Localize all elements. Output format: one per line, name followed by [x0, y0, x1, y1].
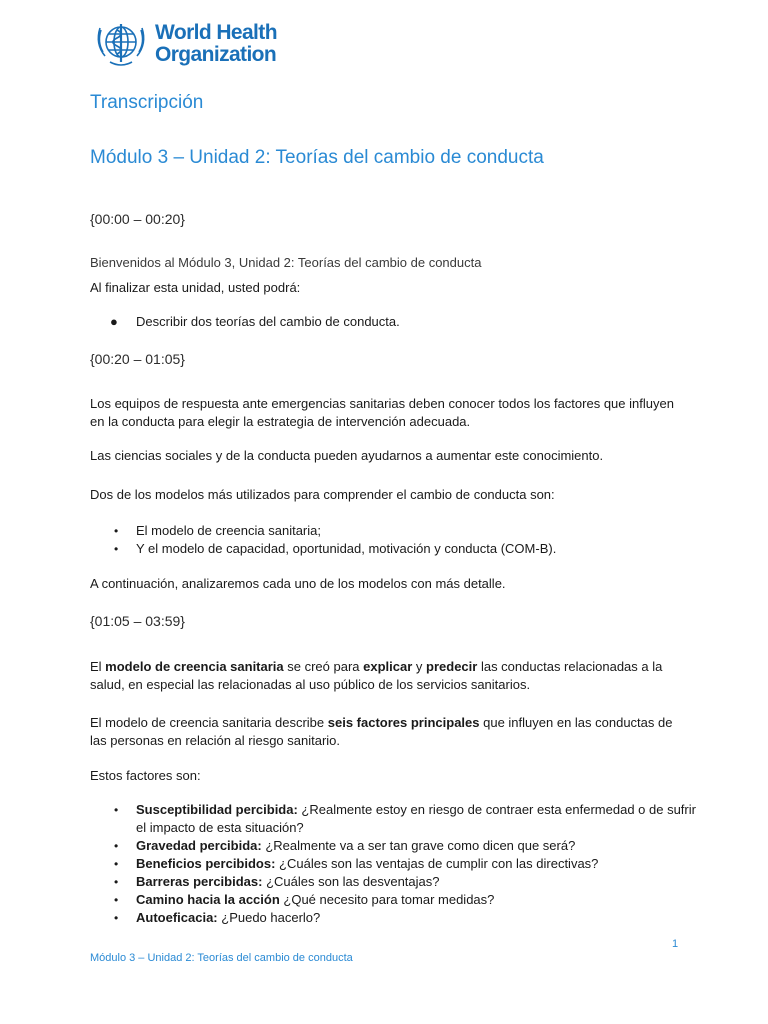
list-item — [90, 313, 696, 331]
list-item — [90, 522, 696, 540]
timestamp-2: {00:20 – 01:05} — [90, 351, 185, 367]
bullet-icon: ● — [110, 314, 118, 329]
objective-text: Describir dos teorías del cambio de conducta. — [136, 314, 400, 329]
paragraph-7: Estos factores son: — [90, 768, 201, 783]
factor-text: ¿Cuáles son las desventajas? — [262, 874, 440, 889]
bullet-icon: • — [114, 803, 119, 817]
bold-term: predecir — [426, 659, 478, 674]
paragraph-1: Los equipos de respuesta ante emergencias sanitarias deben conocer todos los factores que influyen en la conducta para elegir la estrategia de intervención adecuada. — [90, 396, 674, 429]
text-run: se creó para — [283, 659, 364, 674]
welcome-text: Bienvenidos al Módulo 3, Unidad 2: Teorías del cambio de conducta — [90, 255, 482, 270]
factors-list — [90, 801, 696, 927]
paragraph-5 — [90, 658, 690, 694]
factor-text: ¿Realmente va a ser tan grave como dicen que será? — [261, 838, 576, 853]
bold-term: explicar — [363, 659, 413, 674]
list-item — [90, 837, 696, 855]
timestamp-3: {01:05 – 03:59} — [90, 613, 185, 629]
text-run: que influyen en las conductas de las personas en relación al riesgo sanitario. — [90, 715, 673, 748]
footer-title: Módulo 3 – Unidad 2: Teorías del cambio de conducta — [90, 952, 353, 964]
factor-text: ¿Qué necesito para tomar medidas? — [279, 892, 495, 907]
bullet-icon: • — [114, 839, 119, 853]
factor-text: ¿Cuáles son las ventajas de cumplir con las directivas? — [275, 856, 599, 871]
page-number: 1 — [672, 938, 679, 950]
who-wordmark — [155, 22, 277, 66]
list-item — [90, 855, 696, 873]
text-run: El — [90, 659, 106, 674]
factor-term: Camino hacia la acción — [136, 892, 280, 907]
transcription-heading: Transcripción — [90, 92, 204, 113]
objectives-list — [90, 313, 696, 331]
factor-text: ¿Puedo hacerlo? — [217, 910, 321, 925]
who-emblem-icon — [90, 16, 152, 72]
models-list — [90, 522, 696, 558]
factor-term: Susceptibilidad percibida: — [136, 802, 298, 817]
text-run: y — [412, 659, 427, 674]
factor-text: ¿Realmente estoy en riesgo de contraer esta enfermedad o de sufrir el impacto de esta situación? — [136, 802, 696, 835]
paragraph-4: A continuación, analizaremos cada uno de los modelos con más detalle. — [90, 576, 506, 591]
text-run: El modelo de creencia sanitaria describe — [90, 715, 328, 730]
factor-term: Autoeficacia: — [136, 910, 218, 925]
list-item — [90, 891, 696, 909]
module-title: Módulo 3 – Unidad 2: Teorías del cambio de conducta — [90, 147, 544, 168]
paragraph-6 — [90, 714, 690, 750]
text-run: las conductas relacionadas a la salud, en especial las relacionadas al uso público de los servicios sanitarios. — [90, 659, 663, 692]
paragraph-2: Las ciencias sociales y de la conducta pueden ayudarnos a aumentar este conocimiento. — [90, 448, 604, 463]
end-unit-text: Al finalizar esta unidad, usted podrá: — [90, 280, 301, 295]
paragraph-3: Dos de los modelos más utilizados para comprender el cambio de conducta son: — [90, 487, 555, 502]
bullet-icon: • — [114, 857, 119, 871]
bold-term: seis factores principales — [327, 715, 480, 730]
who-logo — [90, 16, 277, 72]
model-text: El modelo de creencia sanitaria; — [136, 523, 321, 538]
factor-term: Barreras percibidas: — [136, 874, 263, 889]
list-item — [90, 801, 696, 837]
timestamp-1: {00:00 – 00:20} — [90, 211, 185, 227]
list-item — [90, 909, 696, 927]
model-text: Y el modelo de capacidad, oportunidad, motivación y conducta (COM-B). — [136, 541, 557, 556]
bullet-icon: • — [114, 524, 119, 538]
factor-term: Beneficios percibidos: — [136, 856, 276, 871]
list-item — [90, 873, 696, 891]
bullet-icon: • — [114, 911, 119, 925]
bullet-icon: • — [114, 875, 119, 889]
logo-line-2: Organization — [155, 43, 277, 66]
list-item — [90, 540, 696, 558]
bullet-icon: • — [114, 893, 119, 907]
logo-line-1: World Health — [155, 21, 277, 44]
bold-term: modelo de creencia sanitaria — [105, 659, 284, 674]
bullet-icon: • — [114, 542, 119, 556]
factor-term: Gravedad percibida: — [136, 838, 262, 853]
